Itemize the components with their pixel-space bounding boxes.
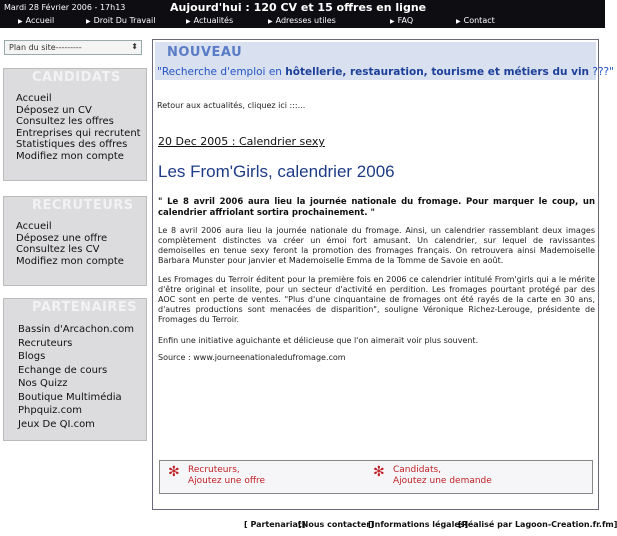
partenaires-menu [18,323,134,431]
partenaire-bassin-arcachon[interactable]: Bassin d'Arcachon.com [18,324,134,335]
nav-contact[interactable] [456,16,495,25]
partenaire-boutique[interactable]: Boutique Multimédia [18,391,122,403]
candidats-menu [16,93,141,162]
footer-link-partenariat[interactable]: [ Partenariat] [244,520,306,529]
nav-accueil[interactable] [18,16,54,25]
arrow-icon: ▶ [86,18,91,25]
site-map-select-value: Plan du site--------- [9,43,82,52]
article-lede: " Le 8 avril 2006 aura lieu la journée nationale du fromage. Pour marquer le coup, un calendrier affriolant sortira prochainement. " [158,197,595,218]
banner-tagline [157,66,614,78]
candidats-item-entreprises[interactable]: Entreprises qui recrutent [16,127,141,139]
article-headline: Les From'Girls, calendrier 2006 [158,162,395,181]
nav-adresses-utiles[interactable] [268,16,336,25]
current-date: Mardi 28 Février 2006 - 17h13 [4,3,126,12]
tagline-suffix: ???" [589,66,614,78]
arrow-icon: ▶ [268,18,273,25]
arrow-icon: ▶ [390,18,395,25]
nav-droit-du-travail[interactable] [86,16,155,25]
site-map-select[interactable] [4,40,142,55]
back-to-news-link[interactable]: Retour aux actualités, cliquez ici :::... [157,101,306,110]
article-paragraph: Les Fromages du Terroir éditent pour la première fois en 2006 ce calendrier intitulé From'girls qui a le mérite d'être original et insolite, pour un secteur d'activité en perdition. Les fromages pourtant protégé par des AOC sont en perte de ventes. "Plus d'une cinquantaine de fromages ont été rayés de la carte en 30 ans, d'autres productions sont menacées de disparition", souligne Véronique Richez-Lerouge, présidente de Fromages du Terroir. [158,275,595,324]
candidats-box [3,68,147,181]
candidats-item-offres[interactable]: Consultez les offres [16,116,114,127]
candidats-item-statistiques[interactable]: Statistiques des offres [16,139,128,150]
chevron-down-icon: ⬍ [131,42,138,51]
article-source: Source : www.journeenationaledufromage.com [158,353,346,362]
article-date-title: 20 Dec 2005 : Calendrier sexy [158,135,325,148]
nav-label: Adresses utiles [275,16,336,25]
recruteurs-menu [16,221,124,267]
star-icon: ✻ [373,464,385,480]
partenaire-blogs[interactable]: Blogs [18,351,46,362]
candidats-item-deposer-cv[interactable]: Déposez un CV [16,104,92,116]
candidats-item-compte[interactable]: Modifiez mon compte [16,150,124,162]
partenaires-heading: PARTENAIRES [32,300,138,315]
cta-line: Candidats, [393,465,442,475]
add-offer-link[interactable] [168,464,266,487]
nav-label: Actualités [193,16,234,25]
footer-link-credits[interactable]: [Réalisé par Lagoon-Creation.fr.fm] [458,520,617,529]
cta-line: Ajoutez une demande [393,476,492,486]
nav-label: FAQ [397,16,414,25]
arrow-icon: ▶ [456,18,461,25]
partenaire-quizz[interactable]: Nos Quizz [18,378,68,389]
recruteurs-item-compte[interactable]: Modifiez mon compte [16,255,124,267]
partenaires-box [3,298,147,441]
recruteurs-item-deposer-offre[interactable]: Déposez une offre [16,232,108,244]
main-nav [0,16,605,28]
cta-box [159,460,593,494]
nav-label: Accueil [25,16,55,25]
recruteurs-heading: RECRUTEURS [32,198,134,213]
star-icon: ✻ [168,464,180,480]
footer [0,520,617,532]
main-content [152,39,614,510]
cta-line: Recruteurs, [188,465,240,475]
arrow-icon: ▶ [18,18,23,25]
partenaire-phpquiz[interactable]: Phpquiz.com [18,405,82,416]
nav-faq[interactable] [390,16,413,25]
tagline-bold: hôtellerie, restauration, tourisme et métiers du vin [285,66,590,78]
recruteurs-item-accueil[interactable]: Accueil [16,221,52,232]
footer-link-contact[interactable]: [Nous contacter] [298,520,374,529]
online-stats: Aujourd'hui : 120 CV et 15 offres en ligne [170,1,427,14]
partenaire-echange-cours[interactable]: Echange de cours [18,364,108,376]
nav-label: Droit Du Travail [93,16,156,25]
partenaire-recruteurs[interactable]: Recruteurs [18,337,73,349]
nouveau-label: NOUVEAU [167,45,243,60]
footer-link-legal[interactable]: [Informations légales] [368,520,469,529]
top-bar [0,0,605,28]
nav-actualites[interactable] [186,16,233,25]
recruteurs-item-cv[interactable]: Consultez les CV [16,244,100,255]
candidats-heading: CANDIDATS [32,70,121,85]
partenaire-jeux-qi[interactable]: Jeux De QI.com [18,418,95,430]
recruteurs-box [3,196,147,286]
candidats-item-accueil[interactable]: Accueil [16,93,52,104]
article-paragraph: Le 8 avril 2006 aura lieu la journée nationale du fromage. Ainsi, un calendrier rassemblant deux images complètement distinctes va créer un émoi fort amusant. Un calendrier, sur lequel de ravissantes demoiselles en tenue sexy feront la promotion des fromages français. On retrouvera ainsi Mademoiselle Barbara Munster pour janvier et Mademoiselle Emma de la Tomme de Savoie en août. [158,226,595,265]
nav-label: Contact [463,16,495,25]
add-request-link[interactable] [373,464,492,487]
arrow-icon: ▶ [186,18,191,25]
cta-line: Ajoutez une offre [188,476,266,486]
article-paragraph: Enfin une initiative aguichante et délicieuse que l'on aimerait voir plus souvent. [158,336,479,345]
promo-banner[interactable] [155,42,614,80]
tagline-prefix: "Recherche d'emploi en [157,66,286,78]
